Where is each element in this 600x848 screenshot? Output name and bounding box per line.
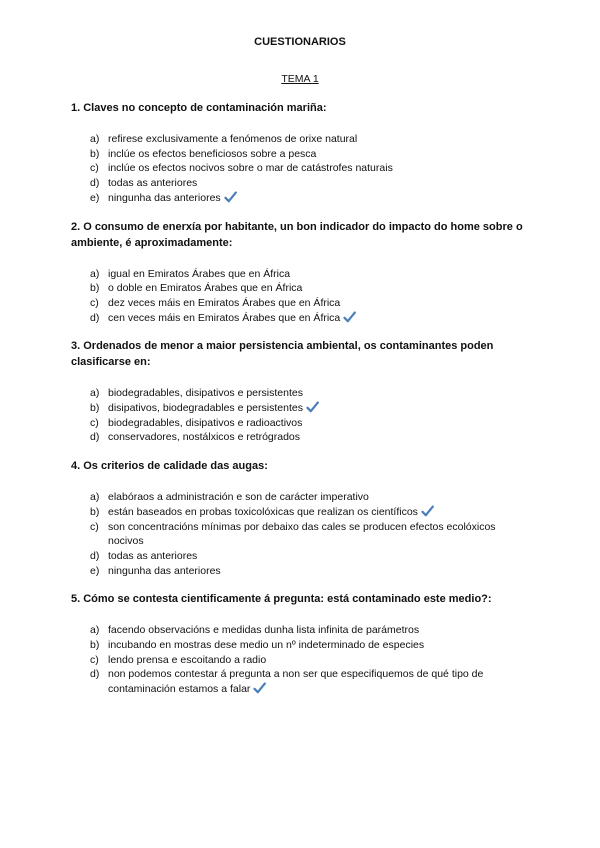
answer-option xyxy=(71,311,531,326)
answer-option xyxy=(71,638,531,653)
option-text: todas as anteriores xyxy=(108,177,198,190)
option-text: ningunha das anteriores xyxy=(108,564,221,577)
option-letter: a) xyxy=(90,133,100,145)
answer-option xyxy=(71,386,531,401)
checkmark-icon xyxy=(343,311,356,323)
option-letter: d) xyxy=(90,549,100,562)
options-list xyxy=(71,267,531,326)
questions-list xyxy=(71,100,531,710)
question-text: 2. O consumo de enerxía por habitante, un bon indicador do impacto do home sobre o ambiente, é aproximadamente: xyxy=(71,220,523,249)
option-letter: d) xyxy=(90,431,100,444)
option-text: son concentracións mínimas por debaixo das cales se producen efectos ecolóxicos nocivos xyxy=(108,520,496,548)
options-list xyxy=(71,386,531,445)
option-letter: c) xyxy=(90,296,99,309)
option-text: o doble en Emiratos Árabes que en África xyxy=(108,282,303,295)
answer-option xyxy=(71,176,531,191)
option-text: disipativos, biodegradables e persistentes xyxy=(108,402,303,415)
question-1 xyxy=(71,100,531,206)
answer-option xyxy=(71,416,531,431)
option-text: ningunha das anteriores xyxy=(108,191,221,204)
option-letter: c) xyxy=(90,653,99,666)
option-text: igual en Emiratos Árabes que en África xyxy=(108,267,291,280)
option-text: inclúe os efectos nocivos sobre o mar de catástrofes naturais xyxy=(108,162,393,175)
option-text: refirese exclusivamente a fenómenos de orixe natural xyxy=(108,133,358,145)
answer-option xyxy=(71,296,531,311)
answer-option xyxy=(71,667,531,696)
option-letter: e) xyxy=(90,564,100,577)
answer-option xyxy=(71,430,531,445)
option-text: facendo observacións e medidas dunha lista infinita de parámetros xyxy=(108,624,420,637)
options-list xyxy=(71,623,531,697)
option-letter: c) xyxy=(90,416,99,429)
question-3 xyxy=(71,338,531,445)
option-letter: e) xyxy=(90,191,100,204)
option-text: conservadores, nostálxicos e retrógrados xyxy=(108,431,301,444)
answer-option xyxy=(71,653,531,668)
option-letter: b) xyxy=(90,639,100,652)
option-letter: b) xyxy=(90,402,100,415)
answer-option xyxy=(71,267,531,282)
answer-option xyxy=(71,623,531,638)
answer-option xyxy=(71,505,531,520)
checkmark-icon xyxy=(306,401,319,413)
answer-option xyxy=(71,490,531,505)
option-text: cen veces máis en Emiratos Árabes que en África xyxy=(108,311,341,324)
option-text: están baseados en probas toxicolóxicas que realizan os científicos xyxy=(108,505,418,518)
option-text: non podemos contestar á pregunta a non ser que especifiquemos de qué tipo de contaminación estamos a falar xyxy=(108,668,484,696)
option-text: biodegradables, disipativos e persistentes xyxy=(108,387,303,400)
options-list xyxy=(71,490,531,578)
option-text: elabóraos a administración e son de carácter imperativo xyxy=(108,491,369,504)
answer-option xyxy=(71,520,531,549)
option-letter: d) xyxy=(90,311,100,324)
option-letter: c) xyxy=(90,520,99,533)
document-subtitle: TEMA 1 xyxy=(281,73,319,85)
checkmark-icon xyxy=(253,682,266,694)
answer-option xyxy=(71,161,531,176)
option-letter: d) xyxy=(90,177,100,190)
option-text: incubando en mostras dese medio un nº indeterminado de especies xyxy=(108,639,425,652)
answer-option xyxy=(71,147,531,162)
answer-option xyxy=(71,281,531,296)
option-letter: c) xyxy=(90,162,99,175)
question-text: 1. Claves no concepto de contaminación mariña: xyxy=(71,102,327,114)
question-5 xyxy=(71,591,531,697)
question-2 xyxy=(71,219,531,326)
option-text: todas as anteriores xyxy=(108,549,198,562)
checkmark-icon xyxy=(421,505,434,517)
option-letter: b) xyxy=(90,282,100,295)
option-letter: d) xyxy=(90,668,100,681)
option-letter: a) xyxy=(90,491,100,504)
option-text: lendo prensa e escoitando a radio xyxy=(108,653,267,666)
option-letter: b) xyxy=(90,505,100,518)
checkmark-icon xyxy=(224,191,237,203)
question-text: 5. Cómo se contesta cientificamente á pregunta: está contaminado este medio?: xyxy=(71,593,492,606)
answer-option xyxy=(71,132,531,147)
option-text: biodegradables, disipativos e radioactivos xyxy=(108,416,303,429)
option-letter: b) xyxy=(90,147,100,160)
options-list xyxy=(71,132,531,206)
option-letter: a) xyxy=(90,267,100,280)
option-letter: a) xyxy=(90,624,100,637)
answer-option xyxy=(71,564,531,579)
answer-option xyxy=(71,549,531,564)
question-text: 3. Ordenados de menor a maior persistencia ambiental, os contaminantes poden clasificarse en: xyxy=(71,340,494,369)
answer-option xyxy=(71,191,531,206)
document-title: CUESTIONARIOS xyxy=(254,36,346,48)
option-text: dez veces máis en Emiratos Árabes que en África xyxy=(108,296,341,309)
option-text: inclúe os efectos beneficiosos sobre a pesca xyxy=(108,147,317,160)
question-4 xyxy=(71,458,531,578)
question-text: 4. Os criterios de calidade das augas: xyxy=(71,460,268,473)
answer-option xyxy=(71,401,531,416)
option-letter: a) xyxy=(90,387,100,400)
